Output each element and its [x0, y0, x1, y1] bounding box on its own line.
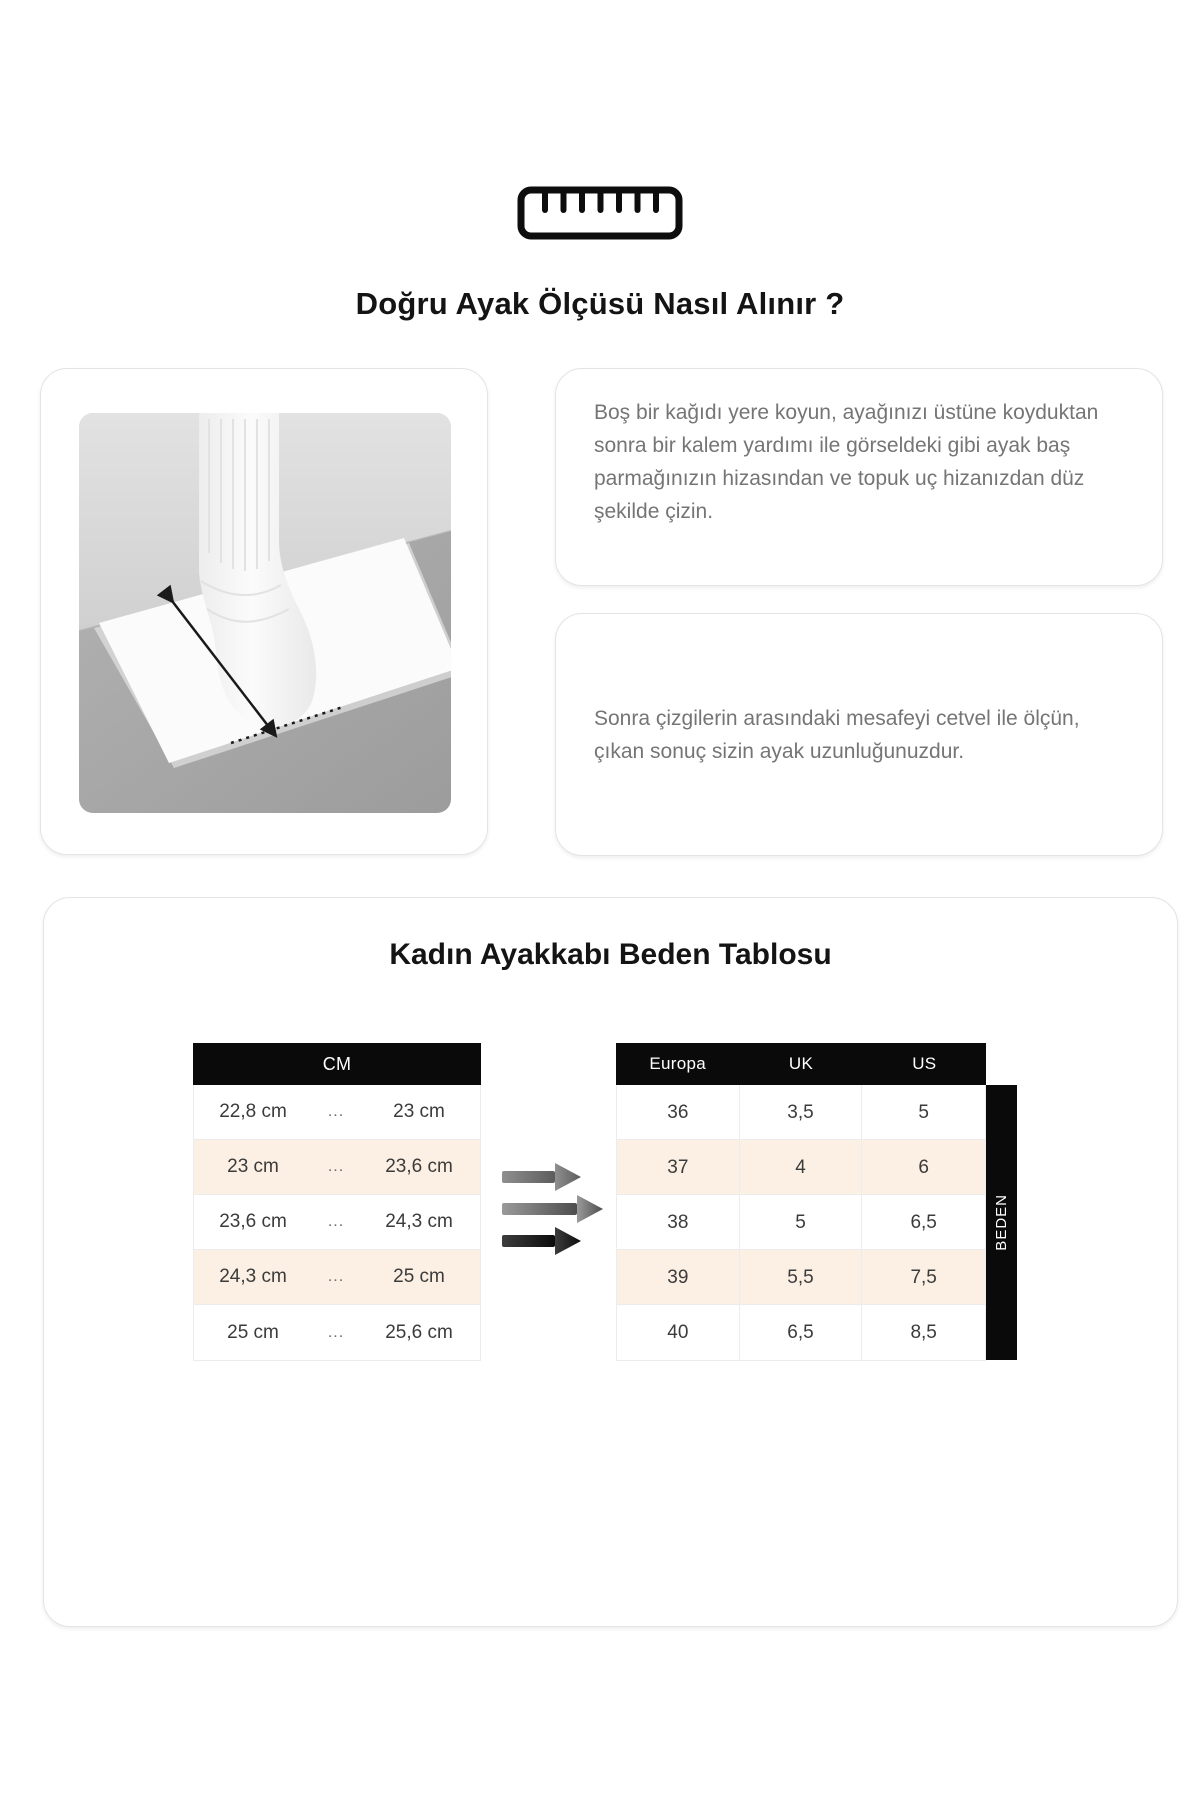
- size-eu: 38: [617, 1195, 740, 1250]
- table-row: [194, 1140, 480, 1195]
- beden-side-label: [986, 1085, 1017, 1360]
- table-row: [194, 1195, 480, 1250]
- size-uk: 6,5: [740, 1305, 863, 1360]
- col-header-uk: UK: [788, 1054, 814, 1073]
- range-dots: ...: [327, 1213, 345, 1230]
- cm-from: 24,3 cm: [219, 1266, 287, 1287]
- cm-to: 24,3 cm: [385, 1211, 453, 1232]
- cm-to: 25 cm: [393, 1266, 445, 1287]
- size-eu: 40: [617, 1305, 740, 1360]
- size-table-card: [43, 897, 1178, 1627]
- instruction-card-1: [555, 368, 1163, 586]
- size-eu: 39: [617, 1250, 740, 1305]
- size-uk: 5: [740, 1195, 863, 1250]
- size-conversion-table: [616, 1043, 986, 1361]
- range-dots: ...: [327, 1158, 345, 1175]
- size-eu: 36: [617, 1085, 740, 1140]
- size-uk: 5,5: [740, 1250, 863, 1305]
- photo-card: [40, 368, 488, 855]
- table-row: [617, 1085, 985, 1140]
- size-us: 7,5: [910, 1267, 937, 1288]
- size-us: 5: [918, 1102, 929, 1123]
- table-row: [617, 1195, 985, 1250]
- cm-from: 23 cm: [227, 1156, 279, 1177]
- col-header-us: US: [912, 1054, 937, 1073]
- transfer-arrows-svg: [502, 1161, 604, 1257]
- cm-from: 23,6 cm: [219, 1211, 287, 1232]
- size-us: 6: [918, 1157, 929, 1178]
- ruler-icon: [0, 186, 1200, 240]
- conversion-table-header: [616, 1043, 986, 1085]
- conversion-table-body: [616, 1085, 986, 1361]
- ruler-icon-svg: [517, 186, 683, 240]
- beden-text: BEDEN: [993, 1194, 1010, 1251]
- cm-range-table: [193, 1043, 481, 1361]
- size-tables: [193, 1043, 1017, 1361]
- col-header-europa: Europa: [649, 1054, 706, 1073]
- table-row: [194, 1085, 480, 1140]
- table-row: [194, 1305, 480, 1360]
- cm-to: 23 cm: [393, 1101, 445, 1122]
- table-row: [194, 1250, 480, 1305]
- cm-table-header: CM: [193, 1043, 481, 1085]
- size-uk: 3,5: [740, 1085, 863, 1140]
- size-eu: 37: [617, 1140, 740, 1195]
- table-row: [617, 1140, 985, 1195]
- size-us: 8,5: [910, 1322, 937, 1343]
- cm-to: 25,6 cm: [385, 1321, 453, 1343]
- transfer-arrows-icon: [502, 1161, 604, 1262]
- page-title: Doğru Ayak Ölçüsü Nasıl Alınır ?: [355, 286, 845, 321]
- size-uk: 4: [740, 1140, 863, 1195]
- cm-to: 23,6 cm: [385, 1156, 453, 1177]
- instruction-step-1: Boş bir kağıdı yere koyun, ayağınızı üstüne koyduktan sonra bir kalem yardımı ile görseldeki gibi ayak baş parmağınızın hizasından ve topuk uç hizanızdan düz şekilde çizin.: [594, 401, 1099, 523]
- range-dots: ...: [327, 1268, 345, 1285]
- foot-measurement-illustration: [79, 413, 451, 813]
- instruction-card-2: [555, 613, 1163, 856]
- table-row: [617, 1305, 985, 1360]
- cm-from: 25 cm: [227, 1321, 279, 1343]
- cm-from: 22,8 cm: [219, 1101, 287, 1122]
- table-row: [617, 1250, 985, 1305]
- range-dots: ...: [327, 1103, 345, 1120]
- range-dots: ...: [327, 1323, 345, 1341]
- size-section-title: Kadın Ayakkabı Beden Tablosu: [389, 938, 832, 971]
- instruction-step-2: Sonra çizgilerin arasındaki mesafeyi cetvel ile ölçün, çıkan sonuç sizin ayak uzunluğunuzdur.: [594, 706, 1080, 763]
- cm-table-body: [193, 1085, 481, 1361]
- foot-measurement-photo: [79, 413, 451, 813]
- size-us: 6,5: [910, 1212, 937, 1233]
